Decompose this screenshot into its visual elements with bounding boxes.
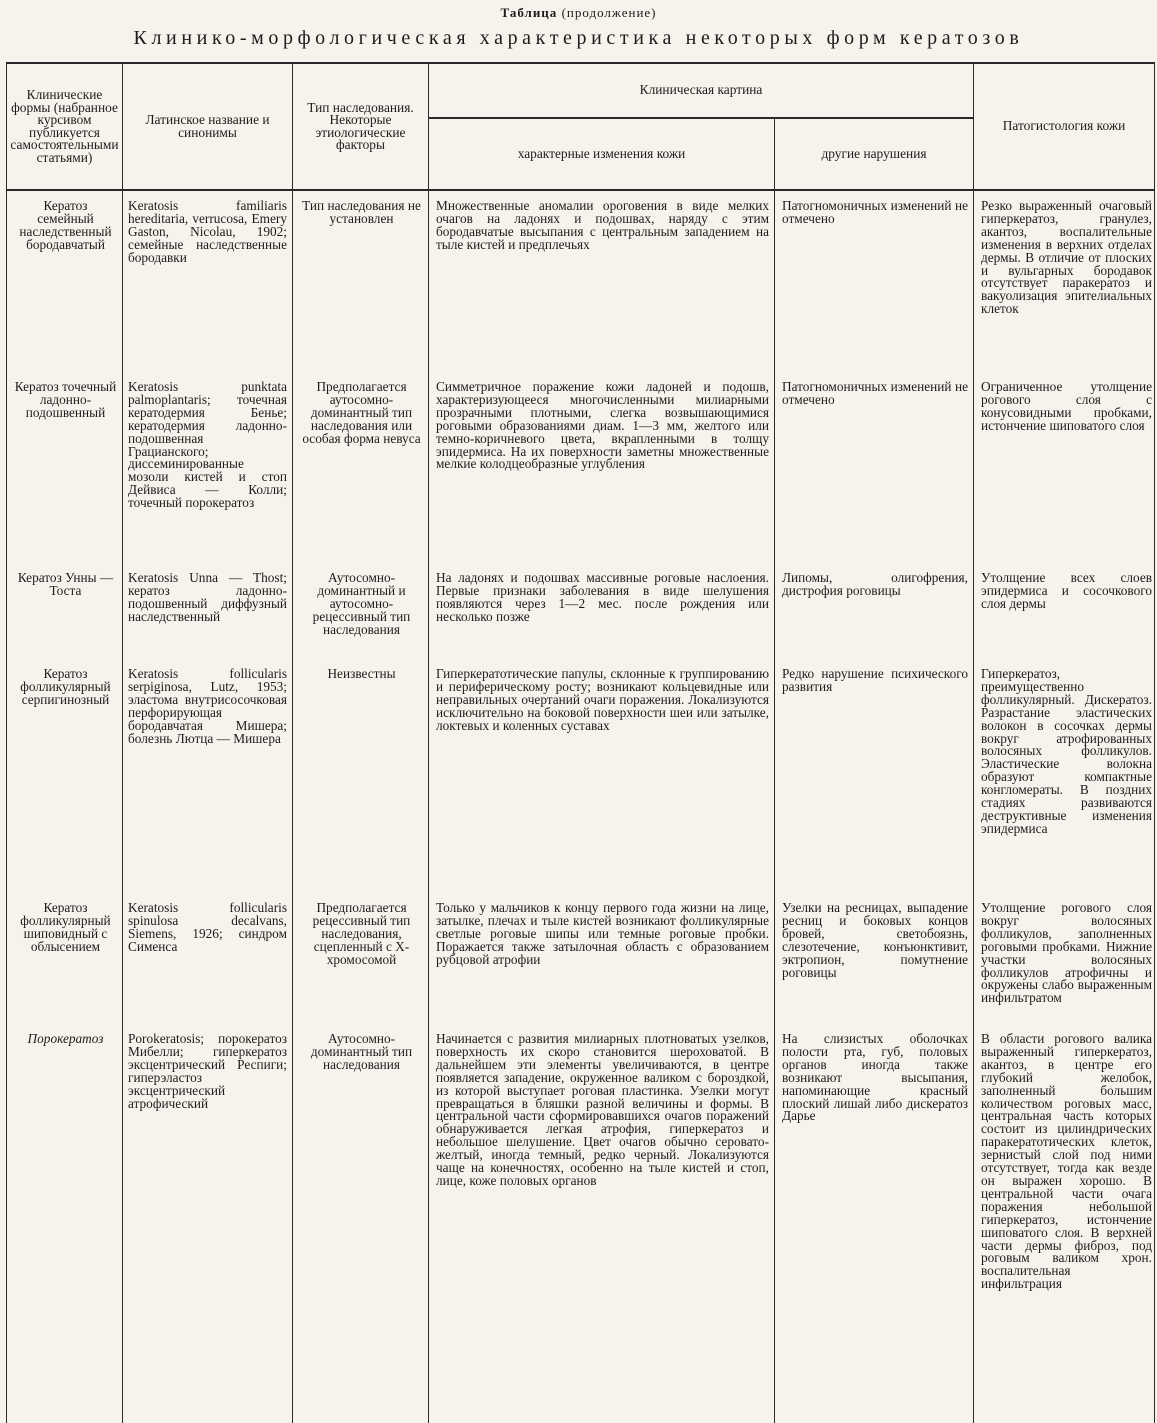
latin-name-cell: Porokeratosis; порокератоз Мибелли; гиперкератоз эксцентрический Респиги; гиперэластоз эксцентрический атрофический	[123, 1027, 293, 1423]
skin-changes-cell: Множественные аномалии ороговения в виде мелких очагов на ладонях и подошвах, наряду с этим бородавчатые высыпания с центральным западением на тыле кистей и предплечьях	[429, 190, 775, 375]
histopathology-cell: Утолщение всех слоев эпидермиса и сосочкового слоя дермы	[974, 566, 1155, 662]
latin-name-cell: Keratosis follicularis spinulosa decalvans, Siemens, 1926; синдром Сименса	[123, 896, 293, 1027]
other-disorders-cell: Липомы, олигофрения, дистрофия роговицы	[775, 566, 974, 662]
table-label: Таблица	[500, 5, 558, 20]
histopathology-cell: Гиперкератоз, преимущественно фолликулярный. Дискератоз. Разрастание эластических волокон в сосочках дермы вокруг атрофированных волосяных фолликулов. Эластические волокна образуют компактные конгломераты. В поздних стадиях развиваются деструктивные изменения эпидермиса	[974, 662, 1155, 896]
latin-name-cell: Keratosis punktata palmoplantaris; точечная кератодермия Бенье; кератодермия ладонно-подошвенная Грацианского; диссеминированные мозоли кистей и стоп Дейвиса — Колли; точечный порокератоз	[123, 375, 293, 566]
table-title: Клинико-морфологическая характеристика некоторых форм кератозов	[133, 27, 1024, 49]
skin-changes-cell: Симметричное поражение кожи ладоней и подошв, характеризующееся многочисленными милиарными прозрачными плотными, слегка возвышающимися роговыми образованиями диам. 1—3 мм, желтого или темно-коричневого цвета, вкрапленными в толщу эпидермиса. На их поверхности заметны множественные мелкие колодцеобразные углубления	[429, 375, 775, 566]
table-caption	[0, 5, 1157, 21]
clinical-form-cell: Кератоз фолликулярный шиповидный с облысением	[7, 896, 123, 1027]
inheritance-cell: Неизвестны	[293, 662, 429, 896]
other-disorders-cell: Редко нарушение психического развития	[775, 662, 974, 896]
table-row	[7, 1027, 1155, 1423]
header-clinical-picture: Клиническая картина	[429, 63, 974, 118]
inheritance-cell: Предполагается аутосомно-доминантный тип наследования или особая форма невуса	[293, 375, 429, 566]
table-row	[7, 375, 1155, 566]
latin-name-cell: Keratosis familiaris hereditaria, verrucosa, Emery Gaston, Nicolau, 1902; семейные наследственные бородавки	[123, 190, 293, 375]
histopathology-cell: В области рогового валика выраженный гиперкератоз, акантоз, в центре его глубокий желобок, заполненный большим количеством роговых масс, центральная часть которых состоит из цилиндрических паракератотических клеток, зернистый слой под ними отсутствует, тогда как везде он выражен хорошо. В центральной части очага поражения небольшой гиперкератоз, истончение шиповатого слоя. В верхней части дермы фиброз, под роговым валиком хрон. воспалительная инфильтрация	[974, 1027, 1155, 1423]
clinical-form-cell: Кератоз Унны — Тоста	[7, 566, 123, 662]
inheritance-cell: Тип наследования не установлен	[293, 190, 429, 375]
table-label-note: (продолжение)	[561, 5, 657, 20]
inheritance-cell: Аутосомно-доминантный тип наследования	[293, 1027, 429, 1423]
other-disorders-cell: Патогномоничных изменений не отмечено	[775, 190, 974, 375]
table-row	[7, 662, 1155, 896]
header-skin-changes: характерные изменения кожи	[429, 118, 775, 190]
clinical-form-cell: Кератоз точечный ладонно-подошвенный	[7, 375, 123, 566]
inheritance-cell: Предполагается рецессивный тип наследования, сцепленный с X-хромосомой	[293, 896, 429, 1027]
skin-changes-cell: На ладонях и подошвах массивные роговые наслоения. Первые признаки заболевания в виде шелушения появляются через 1—2 мес. после рождения или несколько позже	[429, 566, 775, 662]
skin-changes-cell: Только у мальчиков к концу первого года жизни на лице, затылке, плечах и тыле кистей возникают фолликулярные светлые роговые шипы или темные роговые пробки. Поражается также затылочная область с образованием рубцовой атрофии	[429, 896, 775, 1027]
histopathology-cell: Резко выраженный очаговый гиперкератоз, гранулез, акантоз, воспалительные изменения в верхних отделах дермы. В отличие от плоских и вульгарных бородавок отсутствует паракератоз и вакуолизация эпителиальных клеток	[974, 190, 1155, 375]
clinical-form-cell: Кератоз семейный наследственный бородавчатый	[7, 190, 123, 375]
other-disorders-cell: На слизистых оболочках полости рта, губ, половых органов иногда также возникают высыпания, напоминающие красный плоский лишай либо дискератоз Дарье	[775, 1027, 974, 1423]
other-disorders-cell: Узелки на ресницах, выпадение ресниц и боковых концов бровей, светобоязнь, слезотечение, конъюнктивит, эктропион, помутнение роговицы	[775, 896, 974, 1027]
header-histopathology: Патогистология кожи	[974, 63, 1155, 190]
header-latin-names: Латинское название и синонимы	[123, 63, 293, 190]
clinical-form-cell: Порокератоз	[7, 1027, 123, 1423]
table-row	[7, 566, 1155, 662]
table-row	[7, 896, 1155, 1027]
histopathology-cell: Утолщение рогового слоя вокруг волосяных фолликулов, заполненных роговыми пробками. Нижние участки волосяных фолликулов атрофичны и окружены слабо выраженным инфильтратом	[974, 896, 1155, 1027]
other-disorders-cell: Патогномоничных изменений не отмечено	[775, 375, 974, 566]
skin-changes-cell: Гиперкератотические папулы, склонные к группированию и периферическому росту; возникают кольцевидные или неправильных очертаний очаги поражения. Локализуются исключительно на боковой поверхности шеи или затылке, локтевых и коленных суставах	[429, 662, 775, 896]
header-other-disorders: другие нарушения	[775, 118, 974, 190]
skin-changes-cell: Начинается с развития милиарных плотноватых узелков, поверхность их скоро становится шероховатой. В дальнейшем эти элементы увеличиваются, в центре появляется западение, окруженное валиком с бороздкой, из которой выступает роговая пластинка. Узелки могут превращаться в бляшки разной величины и формы. В центральной части сформировавшихся очагов поражений обнаруживается легкая атрофия, гиперкератоз и небольшое шелушение. Цвет очагов обычно серовато-желтый, иногда темный, редко черный. Локализуются чаще на конечностях, особенно на тыле кистей и стоп, лице, коже половых органов	[429, 1027, 775, 1423]
inheritance-cell: Аутосомно-доминантный и аутосомно-рецессивный тип наследования	[293, 566, 429, 662]
header-inheritance: Тип наследования. Некоторые этиологические факторы	[293, 63, 429, 190]
table-row	[7, 190, 1155, 375]
clinical-form-cell: Кератоз фолликулярный серпигинозный	[7, 662, 123, 896]
latin-name-cell: Keratosis follicularis serpiginosa, Lutz, 1953; эластома внутрисосочковая перфорирующая бородавчатая Мишера; болезнь Лютца — Мишера	[123, 662, 293, 896]
header-clinical-forms: Клинические формы (набранное курсивом публикуется самостоятельными статьями)	[7, 63, 123, 190]
latin-name-cell: Keratosis Unna — Thost; кератоз ладонно-подошвенный диффузный наследственный	[123, 566, 293, 662]
keratosis-table	[6, 62, 1155, 1423]
histopathology-cell: Ограниченное утолщение рогового слоя с конусовидными пробками, истончение шиповатого слоя	[974, 375, 1155, 566]
